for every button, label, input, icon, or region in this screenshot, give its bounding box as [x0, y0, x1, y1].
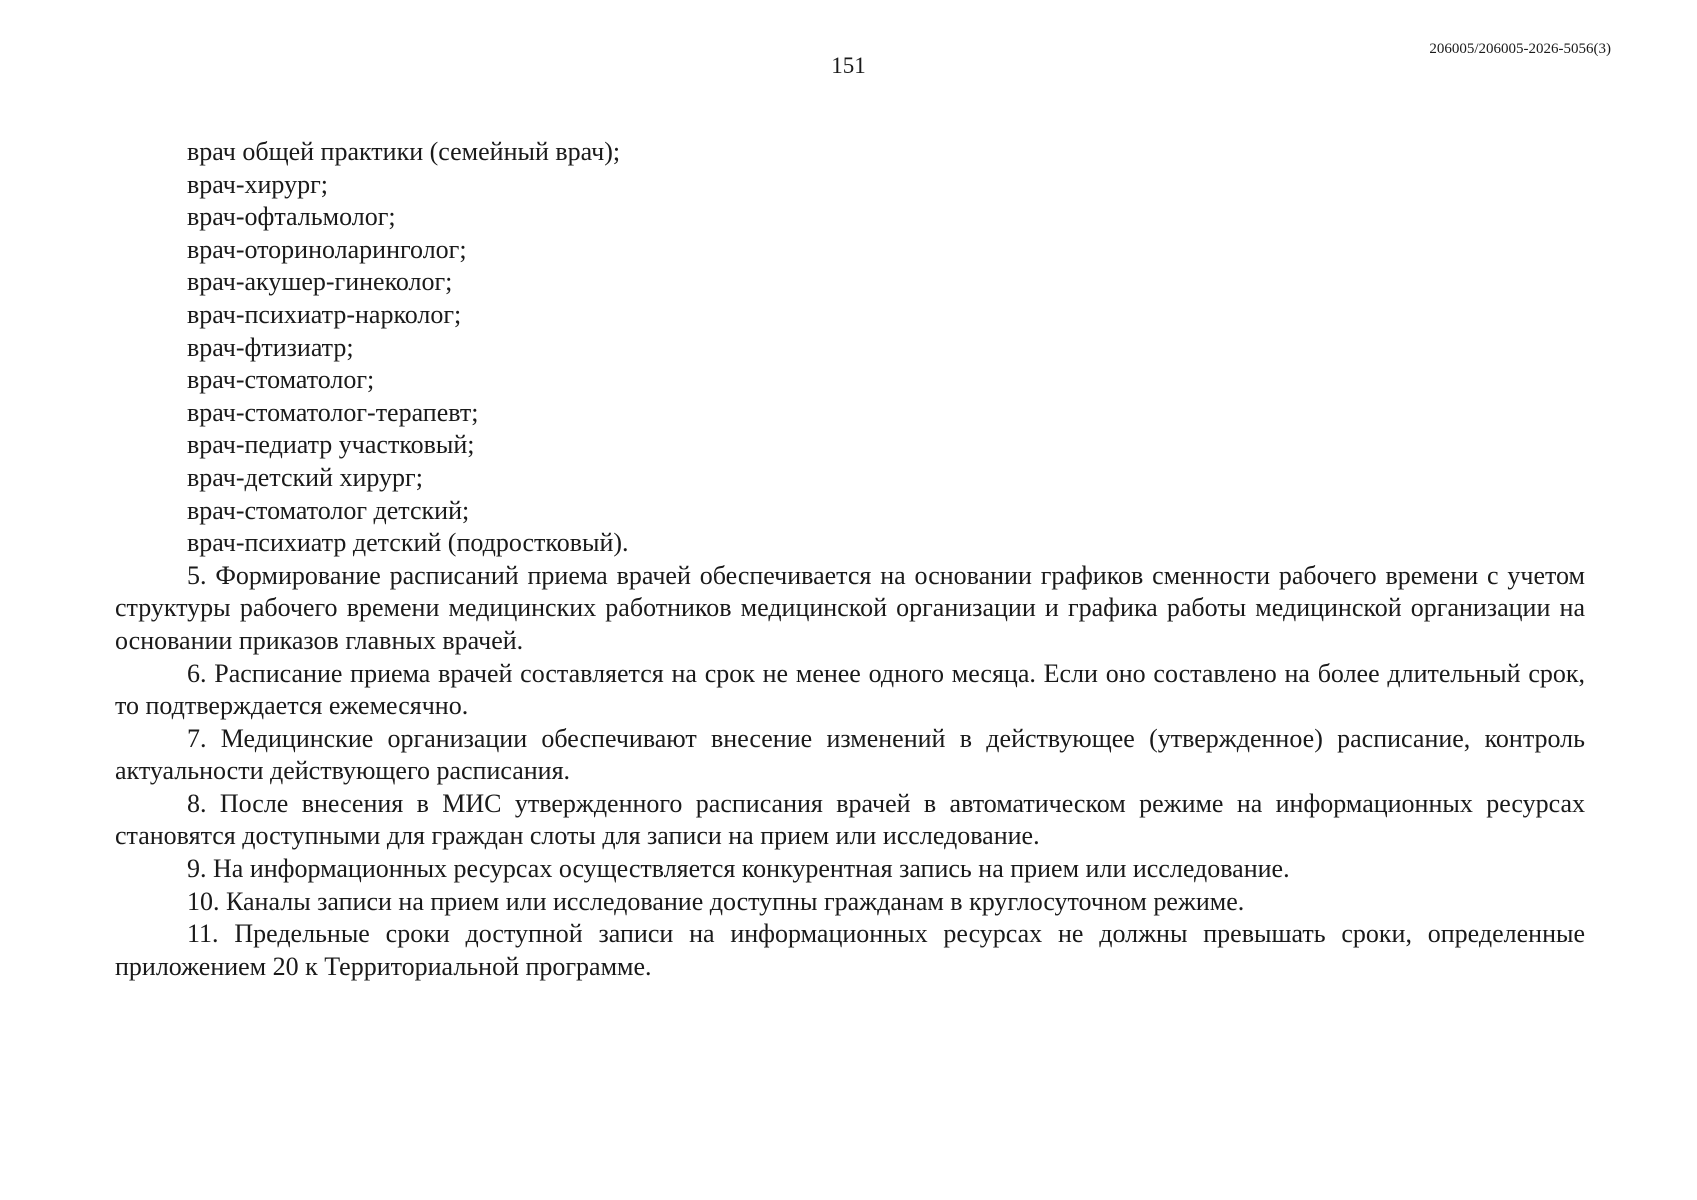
document-code: 206005/206005-2026-5056(3) [1429, 41, 1611, 57]
paragraph-9: 9. На информационных ресурсах осуществляется конкурентная запись на прием или исследование. [187, 854, 1290, 884]
list-item: врач-акушер-гинеколог; [187, 267, 453, 297]
list-item: врач-детский хирург; [187, 462, 423, 492]
list-item: врач-офтальмолог; [187, 202, 396, 232]
list-item: врач-фтизиатр; [187, 332, 354, 362]
paragraph-11: 11. Предельные сроки доступной записи на информационных ресурсах не должны превышать сроки, определенные приложением 20 к Территориальной программе. [115, 919, 1585, 981]
list-item: врач-педиатр участковый; [187, 430, 475, 460]
list-item: врач-стоматолог детский; [187, 495, 470, 525]
paragraph-8: 8. После внесения в МИС утвержденного расписания врачей в автоматическом режиме на информационных ресурсах становятся доступными для граждан слоты для записи на прием или исследование. [115, 788, 1585, 851]
list-item: врач-хирург; [187, 169, 328, 199]
paragraph-5: 5. Формирование расписаний приема врачей обеспечивается на основании графиков сменности рабочего времени с учетом структуры рабочего времени медицинских работников медицинской организации и графика работы медицинской организации на основании приказов главных врачей. [115, 560, 1585, 655]
list-item: врач-стоматолог-терапевт; [187, 397, 479, 427]
list-item: врач-оториноларинголог; [187, 234, 467, 264]
list-item: врач-психиатр-нарколог; [187, 299, 462, 329]
paragraph-10: 10. Каналы записи на прием или исследование доступны гражданам в круглосуточном режиме. [187, 886, 1245, 916]
page-number: 151 [831, 53, 866, 78]
specialists-list [115, 136, 1585, 560]
paragraph-6: 6. Расписание приема врачей составляется на срок не менее одного месяца. Если оно составлено на более длительный срок, то подтверждается ежемесячно. [115, 658, 1585, 721]
list-item: врач-стоматолог; [187, 365, 375, 395]
paragraph-7: 7. Медицинские организации обеспечивают внесение изменений в действующее (утвержденное) расписание, контроль актуальности действующего расписания. [115, 723, 1585, 786]
list-item: врач-психиатр детский (подростковый). [187, 528, 629, 558]
document-body [115, 136, 1585, 983]
list-item: врач общей практики (семейный врач); [187, 137, 621, 166]
